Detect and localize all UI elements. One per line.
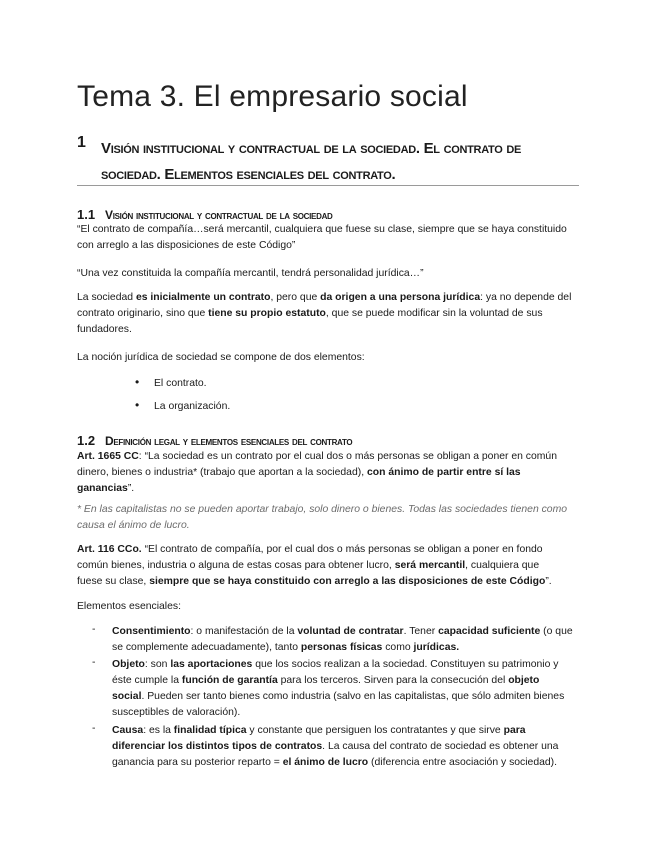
quote-1 [77, 222, 582, 254]
bullet-text: La organización. [154, 401, 231, 412]
list-item [135, 397, 230, 415]
subsection-1-2-heading [77, 433, 352, 448]
bullet-icon: • [135, 375, 140, 389]
dash-icon: - [92, 624, 96, 635]
footnote-line2: causa el ánimo de lucro. [77, 520, 190, 531]
bullet-icon: • [135, 398, 140, 412]
paragraph-sociedad-line3: fundadores. [77, 324, 132, 335]
article-116-line3: fuese su clase, siempre que se haya constituido con arreglo a las disposiciones de este Código”. [77, 576, 552, 587]
subsection-1-2-number: 1.2 [77, 433, 96, 448]
element-causa: Causa: es la finalidad típica y constante que persiguen los contratantes y que sirve para diferenciar los distintos tipos de contratos. La causa del contrato de sociedad es obtener una ganancia para su posterior reparto = el ánimo de lucro (diferencia entre asociación y sociedad). [112, 725, 559, 768]
bullet-text: El contrato. [154, 378, 207, 389]
article-1665-line1: Art. 1665 CC: “La sociedad es un contrato por el cual dos o más personas se obligan a poner en común [77, 451, 557, 462]
subsection-1-1-number: 1.1 [77, 207, 96, 222]
element-objeto: Objeto: son las aportaciones que los socios realizan a la sociedad. Constituyen su patrimonio y éste cumple la función de garantía para los terceros. Sirven para la consecución del objeto social. Pueden ser tanto bienes como industria (salvo en las capitalistas, que sólo admiten bienes susceptibles de valoración). [112, 659, 565, 718]
subsection-1-1-heading [77, 207, 333, 222]
section-1-heading-line2: sociedad. Elementos esenciales del contrato. [101, 166, 396, 183]
elementos-label: Elementos esenciales: [77, 601, 181, 612]
quote-1-line1: “El contrato de compañía…será mercantil, cualquiera que fuese su clase, siempre que se haya constituido [77, 224, 567, 235]
element-consentimiento: Consentimiento: o manifestación de la voluntad de contratar. Tener capacidad suficiente (o que se complemente adecuadamente), tanto personas físicas como jurídicas. [112, 626, 573, 653]
quote-1-line2: con arreglo a las disposiciones de este Código” [77, 240, 296, 251]
list-item [135, 374, 207, 392]
dash-icon: - [92, 723, 96, 734]
article-1665-cc [77, 449, 582, 497]
footnote [77, 502, 582, 534]
paragraph-sociedad-line2: contrato originario, sino que tiene su propio estatuto, que se puede modificar sin la voluntad de sus [77, 308, 543, 319]
subsection-1-1-title: Visión institucional y contractual de la sociedad [105, 208, 333, 222]
footnote-line1: * En las capitalistas no se pueden aportar trabajo, solo dinero o bienes. Todas las sociedades tienen como [77, 504, 568, 515]
article-116-line2: común bienes, industria o alguna de estas cosas para obtener lucro, será mercantil, cualquiera que [77, 560, 540, 571]
paragraph-nocion: La noción jurídica de sociedad se compone de dos elementos: [77, 352, 365, 363]
article-116-cco [77, 542, 582, 590]
article-1665-line2: dinero, bienes o industria* (trabajo que aportan a la sociedad), con ánimo de partir entre sí las [77, 467, 521, 478]
page-title: Tema 3. El empresario social [77, 80, 468, 113]
subsection-1-2-title: Definición legal y elementos esenciales del contrato [105, 434, 353, 448]
heading-divider [77, 185, 579, 186]
quote-2: “Una vez constituida la compañía mercantil, tendrá personalidad jurídica…” [77, 268, 424, 279]
paragraph-sociedad [77, 290, 582, 338]
section-1-heading-line1: Visión institucional y contractual de la sociedad. El contrato de [101, 140, 522, 157]
article-1665-line3: ganancias”. [77, 483, 135, 494]
dash-icon: - [92, 657, 96, 668]
paragraph-sociedad-line1: La sociedad es inicialmente un contrato, pero que da origen a una persona jurídica: ya no depende del [77, 292, 572, 303]
section-1-heading [101, 136, 601, 188]
article-116-line1: Art. 116 CCo. “El contrato de compañía, por el cual dos o más personas se obligan a poner en fondo [77, 544, 543, 555]
section-1-number: 1 [77, 134, 86, 151]
